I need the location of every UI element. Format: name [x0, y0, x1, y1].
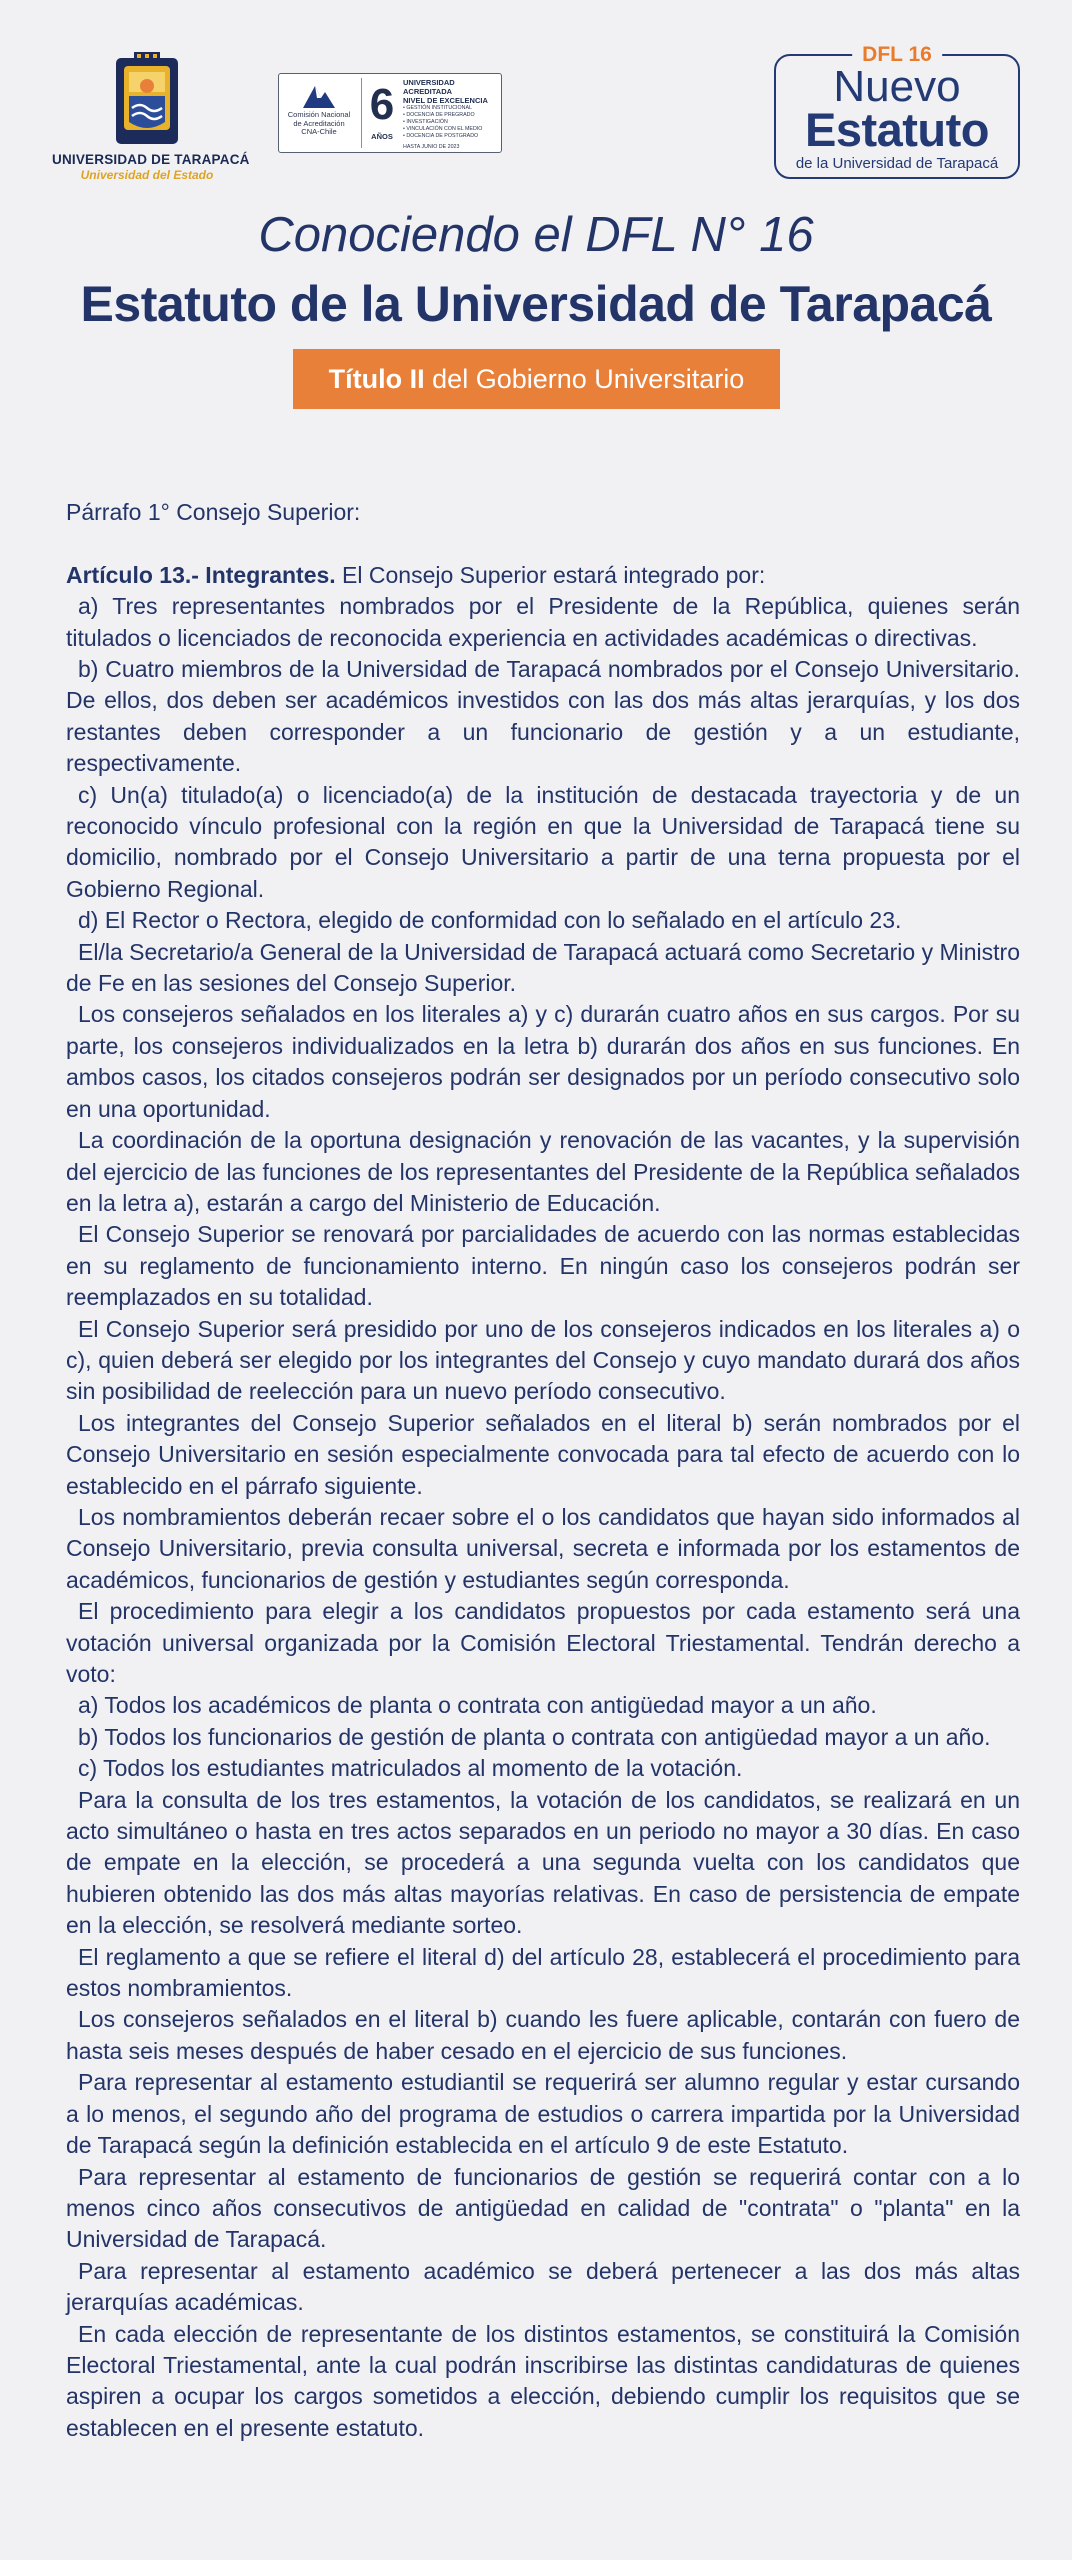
cna-area: • DOCENCIA DE PREGRADO	[403, 112, 475, 118]
paragraph: a) Todos los académicos de planta o contrata con antigüedad mayor a un año.	[78, 1692, 877, 1719]
page-header	[0, 0, 1072, 200]
paragraph: El procedimiento para elegir a los candidatos propuestos por cada estamento será una votación universal organizada por la Comisión Electoral Triestamental. Tendrán derecho a voto:	[66, 1598, 1020, 1688]
paragraph: Para representar al estamento estudiantil se requerirá ser alumno regular y estar cursando a lo menos, el segundo año del programa de estudios o carrera impartida por la Universidad de Tarapacá según la definición establecida en el artículo 9 de este Estatuto.	[66, 2069, 1020, 2159]
cna-logo-icon	[301, 82, 337, 110]
cna-org-line-1: Comisión Nacional	[287, 110, 351, 119]
page-kicker: Conociendo el DFL N° 16	[258, 208, 814, 262]
banner-bold: Título II	[328, 364, 425, 394]
paragraph: Para la consulta de los tres estamentos, la votación de los candidatos, se realizará en un acto simultáneo o hasta en tres actos separados en un periodo no mayor a 30 días. En caso de empate en la elección, se procederá a una segunda vuelta con los candidatos que hubieren obtenido las dos más altas mayorías relativas. En caso de persistencia de empate en la elección, se resolverá mediante sorteo.	[66, 1786, 1020, 1939]
paragraph: Los consejeros señalados en el literal b) cuando les fuere aplicable, contarán con fuero de hasta seis meses después de haber cesado en el ejercicio de sus funciones.	[66, 2006, 1020, 2064]
page-title: Estatuto de la Universidad de Tarapacá	[80, 276, 992, 332]
paragraph: La coordinación de la oportuna designación y renovación de las vacantes, y la supervisión del ejercicio de las funciones de los representantes del Presidente de la República señalados en la letra a), estarán a cargo del Ministerio de Educación.	[66, 1127, 1020, 1216]
cna-area: • INVESTIGACIÓN	[403, 119, 448, 125]
paragraph: En cada elección de representante de los distintos estamentos, se constituirá la Comisión Electoral Triestamental, ante la cual podrán inscribirse las distintas candidaturas de quienes aspiren a ocupar los cargos sometidos a elección, debiendo cumplir los requisitos que se establecen en el presente estatuto.	[66, 2320, 1020, 2441]
cna-area: • GESTIÓN INSTITUCIONAL	[403, 105, 472, 111]
paragraph: Los consejeros señalados en los literales a) y c) durarán cuatro años en sus cargos. Por su parte, los consejeros individualizados en la letra b) durarán dos años en sus funciones. En ambos casos, los citados consejeros podrán ser designados por un período consecutivo solo en una oportunidad.	[66, 1001, 1020, 1122]
paragraph: El/la Secretario/a General de la Universidad de Tarapacá actuará como Secretario y Ministro de Fe en las sesiones del Consejo Superior.	[66, 938, 1020, 997]
cna-org	[279, 74, 359, 151]
dfl-tag: DFL 16	[852, 43, 942, 67]
cna-until: HASTA JUNIO DE 2023	[403, 144, 460, 150]
cna-years-number: 6	[369, 80, 395, 129]
dfl-subtitle: de la Universidad de Tarapacá	[795, 155, 999, 172]
dfl-line-2: Estatuto	[805, 103, 989, 156]
section-heading: Párrafo 1° Consejo Superior:	[66, 499, 361, 525]
paragraph: c) Un(a) titulado(a) o licenciado(a) de la institución de destacada trayectoria y de un reconocido vínculo profesional con la región en que la Universidad de Tarapacá tiene su domicilio, nombrado por el Consejo Universitario a partir de una terna propuesta por el Gobierno Regional.	[66, 781, 1020, 902]
paragraph: El Consejo Superior será presidido por uno de los consejeros indicados en los literales a) o c), quien deberá ser elegido por los integrantes del Consejo y cuyo mandato durará dos años sin posibilidad de reelección para un nuevo período consecutivo.	[66, 1315, 1020, 1405]
cna-years-label: AÑOS	[371, 132, 393, 141]
uta-name: UNIVERSIDAD DE TARAPACÁ	[52, 152, 250, 167]
paragraph: b) Todos los funcionarios de gestión de planta o contrata con antigüedad mayor a un año.	[78, 1723, 991, 1750]
dfl-badge	[774, 43, 1020, 179]
paragraph: Los integrantes del Consejo Superior señalados en el literal b) serán nombrados por el Consejo Universitario en sesión especialmente convocada para tal efecto de acuerdo con lo establecido en el párrafo siguiente.	[66, 1409, 1020, 1499]
paragraph: Los nombramientos deberán recaer sobre el o los candidatos que hayan sido informados al Consejo Universitario, previa consulta universal, secreta e informada por los estamentos de académicos, funcionarios de gestión y estudiantes según corresponda.	[66, 1503, 1020, 1593]
article-intro: El Consejo Superior estará integrado por:	[335, 561, 766, 588]
paragraph: c) Todos los estudiantes matriculados al momento de la votación.	[78, 1755, 743, 1782]
article-content	[66, 497, 1020, 2444]
paragraph: b) Cuatro miembros de la Universidad de Tarapacá nombrados por el Consejo Universitario. De ellos, dos deben ser académicos investidos con las dos más altas jerarquías, y los dos restantes deben corresponder a un funcionario de gestión y a un estudiante, respectivamente.	[66, 656, 1020, 777]
uta-logo	[52, 52, 250, 182]
cna-area: • VINCULACIÓN CON EL MEDIO	[403, 126, 483, 132]
section-banner	[293, 349, 780, 409]
cna-years	[361, 78, 402, 148]
cna-org-line-3: CNA-Chile	[301, 127, 337, 136]
paragraph-list	[66, 591, 1020, 2444]
cna-title-line-1: UNIVERSIDAD ACREDITADA	[403, 78, 455, 96]
paragraph: a) Tres representantes nombrados por el Presidente de la República, quienes serán titulados o licenciados de reconocida experiencia en actividades académicas o directivas.	[66, 593, 1020, 651]
article-heading	[66, 560, 1020, 591]
uta-shield-icon	[112, 52, 182, 148]
paragraph: d) El Rector o Rectora, elegido de conformidad con lo señalado en el artículo 23.	[78, 907, 902, 934]
paragraph: El reglamento a que se refiere el literal d) del artículo 28, establecerá el procedimiento para estos nombramientos.	[66, 1943, 1020, 2002]
cna-area: • DOCENCIA DE POSTGRADO	[403, 133, 479, 139]
article-title: Artículo 13.- Integrantes.	[66, 561, 336, 588]
cna-accreditation-badge	[278, 73, 502, 153]
dfl-line-1: Nuevo	[833, 62, 961, 111]
paragraph: Para representar al estamento académico se deberá pertenecer a las dos más altas jerarquías académicas.	[66, 2257, 1020, 2316]
cna-details	[403, 78, 501, 150]
cna-title-line-2: NIVEL DE EXCELENCIA	[403, 96, 488, 105]
uta-tagline: Universidad del Estado	[80, 168, 214, 182]
banner-rest: del Gobierno Universitario	[424, 364, 745, 394]
paragraph: Para representar al estamento de funcionarios de gestión se requerirá contar con a lo menos cinco años consecutivos de antigüedad en calidad de "contrata" o "planta" en la Universidad de Tarapacá.	[66, 2163, 1020, 2253]
cna-org-line-2: de Acreditación	[293, 118, 345, 128]
paragraph: El Consejo Superior se renovará por parcialidades de acuerdo con las normas establecidas en su reglamento de funcionamiento interno. En ningún caso los consejeros podrán ser reemplazados en su totalidad.	[66, 1221, 1020, 1311]
